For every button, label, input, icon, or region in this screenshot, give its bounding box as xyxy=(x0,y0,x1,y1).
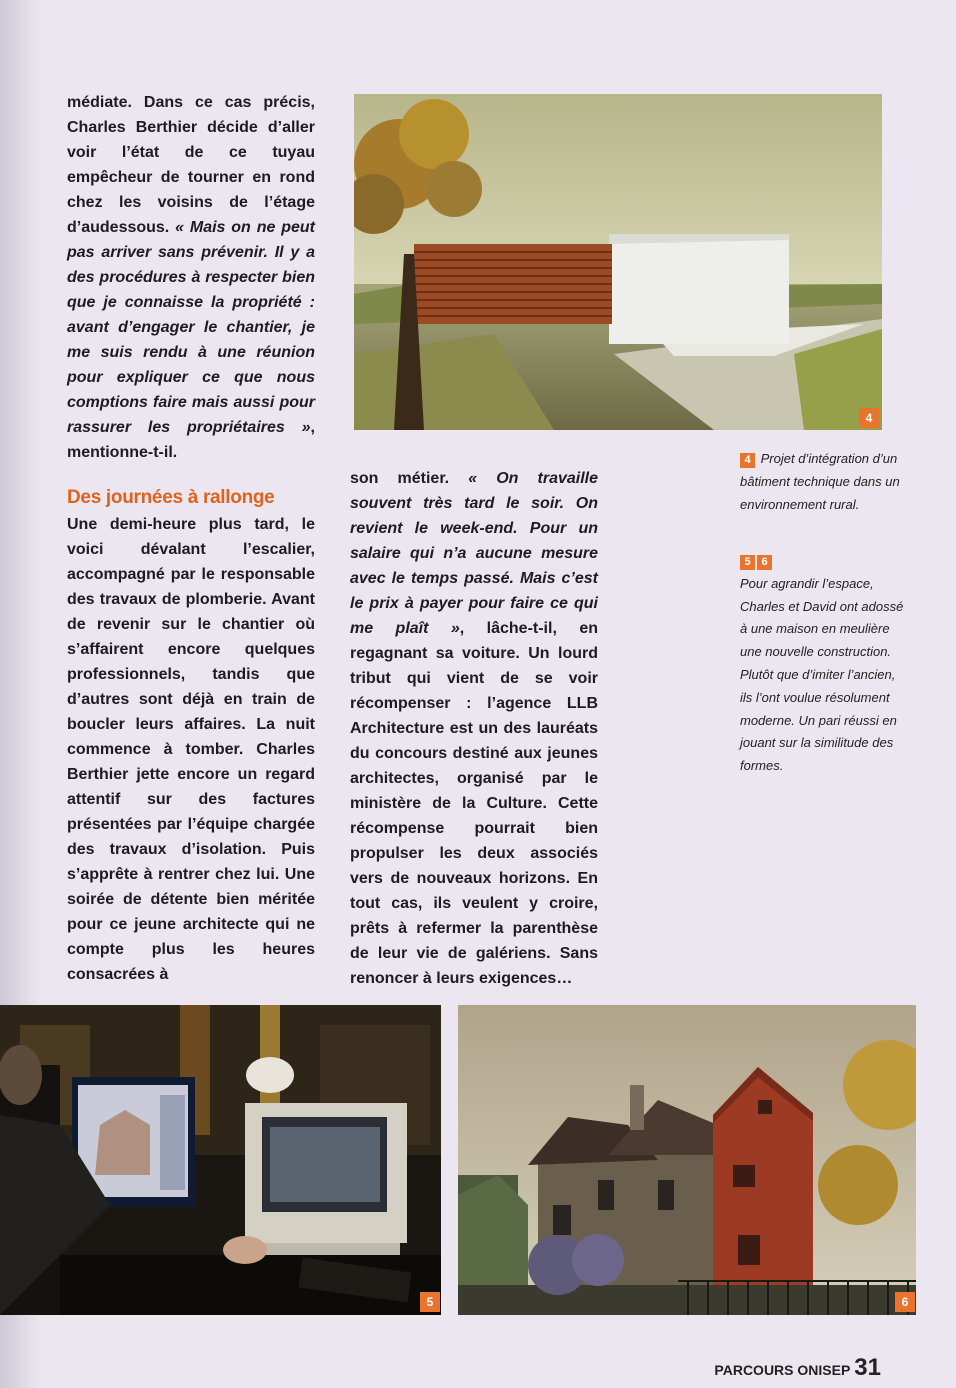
photo-office-illustration xyxy=(0,1005,441,1315)
photo-badge-5: 5 xyxy=(420,1292,440,1312)
paragraph-2: Une demi-heure plus tard, le voici dévalant l’escalier, accompagné par le responsable des travaux de plomberie. Avant de revenir sur le chantier où s’affairent encore quelques professionnels, tandis que d’autres sont déjà en train de boucler leurs affaires. La nuit commence à tomber. Charles Berthier jette encore un regard attentif sur des factures présentées par l’équipe chargée des travaux d’isolation. Puis s’apprête à rentrer chez lui. Une soirée de détente bien méritée pour ce jeune architecte qui ne compte plus les heures consacrées à xyxy=(67,516,315,983)
photo-house-extension xyxy=(458,1005,916,1315)
caption-badge-5: 5 xyxy=(740,555,755,570)
caption-badge-4: 4 xyxy=(740,453,755,468)
paragraph-1: médiate. Dans ce cas précis, Charles Berthier décide d’aller voir l’état de ce tuyau empêcheur de tourner en rond chez les voisins de l’étage d’audessous. « Mais on ne peut pas arriver sans prévenir. Il y a des procédures à respecter bien que je connaisse la propriété : avant d’engager le chantier, je me suis rendu à une réunion pour expliquer ce que nous comptions faire mais aussi pour rassurer les propriétaires », mentionne-t-il. xyxy=(67,94,315,461)
photo-rural-building-illustration xyxy=(354,94,882,430)
page-footer xyxy=(714,1354,881,1382)
photo-badge-6: 6 xyxy=(895,1292,915,1312)
quote-2: « On travaille souvent très tard le soir. On revient le week-end. Pour un salaire qui n’a aucune mesure avec le temps passé. Mais c’est le prix à payer pour faire ce qui me plaît » xyxy=(350,470,598,637)
photo-architect-office xyxy=(0,1005,441,1315)
quote-1: « Mais on ne peut pas arriver sans prévenir. Il y a des procédures à respecter bien que je connaisse la propriété : avant d’engager le chantier, je me suis rendu à une réunion pour expliquer ce que nous comptions faire mais aussi pour rassurer les propriétaires » xyxy=(67,219,315,436)
photo-badge-4: 4 xyxy=(859,408,879,428)
magazine-name: PARCOURS ONISEP xyxy=(714,1362,851,1378)
section-heading: Des journées à rallonge xyxy=(67,487,275,508)
caption-photo-4: 4 Projet d’intégration d’un bâtiment technique dans un environnement rural. xyxy=(740,451,900,512)
article-column-1 xyxy=(67,90,315,987)
photo-house-illustration xyxy=(458,1005,916,1315)
caption-photos-5-6: 5 6 Pour agrandir l’espace, Charles et David ont adossé à une maison en meulière une nouvelle construction. Plutôt que d’imiter l’ancien, ils l’ont voulue résolument moderne. Un pari réussi en jouant sur la similitude des formes. xyxy=(740,556,904,774)
paragraph-3: son métier. « On travaille souvent très tard le soir. On revient le week-end. Pour un salaire qui n’a aucune mesure avec le temps passé. Mais c’est le prix à payer pour faire ce qui me plaît », lâche-t-il, en regagnant sa voiture. Un lourd tribut qui vient de se voir récompenser : l’agence LLB Architecture est un des lauréats du concours destiné aux jeunes architectes, organisé par le ministère de la Culture. Cette récompense pourrait bien propulser les deux associés vers de nouveaux horizons. En tout cas, ils veulent y croire, prêts à refermer la parenthèse de leur vie de galériens. Sans renoncer à leurs exigences… xyxy=(350,470,598,987)
page-number: 31 xyxy=(854,1354,881,1381)
article-column-2 xyxy=(350,466,598,991)
caption-badge-6: 6 xyxy=(757,555,772,570)
photo-rural-building xyxy=(354,94,882,430)
